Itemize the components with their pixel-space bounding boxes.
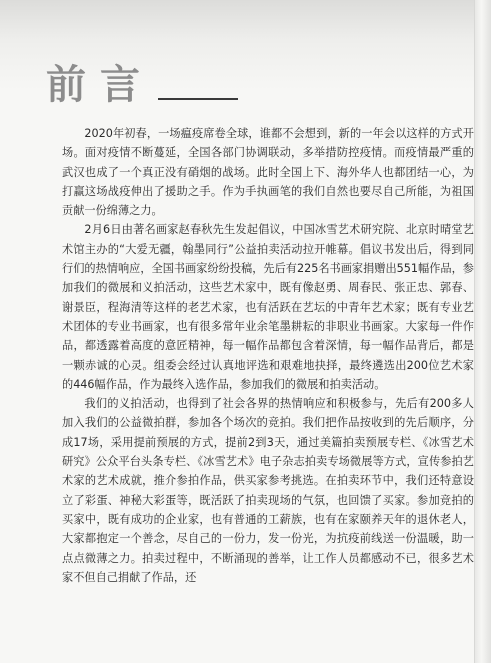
paragraph-1: 2020年初春，一场瘟疫席卷全球，谁都不会想到，新的一年会以这样的方式开场。面对疫情不断蔓延，全国各部门协调联动，多举措防控疫情。而疫情最严重的武汉也成了一个真正没有硝烟的战场。此时全国上下、海外华人也都团结一心，为打赢这场战疫伸出了援助之手。作为手执画笔的我们自然也要尽自己所能，为祖国贡献一份绵薄之力。 bbox=[62, 127, 474, 218]
page-title: 前言 bbox=[46, 61, 154, 108]
paragraph-3: 我们的义拍活动，也得到了社会各界的热情响应和积极参与，先后有200多人加入我们的公益微拍群，参加各个场次的竞拍。我们把作品按收到的先后顺序，分成17场，采用提前预展的方式，提前2到3天，通过美篇拍卖预展专栏、《冰雪艺术研究》公众平台头条专栏、《冰雪艺术》电子杂志拍卖专场微展等方式，宣传参拍艺术家的艺术成就，推介参拍作品，供买家参考挑选。在拍卖环节中，我们还特意设立了彩蛋、神秘大彩蛋等，既活跃了拍卖现场的气氛，也回馈了买家。参加竞拍的买家中，既有成功的企业家，也有普通的工薪族，也有在家颐养天年的退休老人，大家都抱定一个善念，尽自己的一份力，发一份光，为抗疫前线送一份温暖，助一点点微薄之力。拍卖过程中，不断涌现的善举，让工作人员都感动不已，很多艺术家不但自己捐献了作品，还 bbox=[62, 397, 474, 584]
paragraph-2: 2月6日由著名画家赵春秋先生发起倡议，中国冰雪艺术研究院、北京时晴堂艺术馆主办的“大爱无疆，翰墨同行”公益拍卖活动拉开帷幕。倡议书发出后，得到同行们的热情响应，全国书画家纷纷投稿，先后有225名书画家捐赠出551幅作品，参加我们的微展和义拍活动，这些艺术家中，既有像赵勇、周春民、张正忠、郭春、谢景臣，程海清等这样的老艺术家，也有活跃在艺坛的中青年艺术家；既有专业艺术团体的专业书画家，也有很多常年业余笔墨耕耘的非职业书画家。大家每一件作品，都透露着高度的意匠精神，每一幅作品都包含着深情，每一幅作品背后，都是一颗赤诚的心灵。组委会经过认真地评选和艰难地抉择，最终遴选出200位艺术家的446幅作品，作为最终入选作品，参加我们的微展和拍卖活动。 bbox=[62, 223, 474, 391]
title-underline bbox=[158, 98, 238, 100]
body-text bbox=[62, 124, 474, 587]
heading bbox=[46, 62, 238, 108]
page-edge bbox=[474, 0, 491, 663]
